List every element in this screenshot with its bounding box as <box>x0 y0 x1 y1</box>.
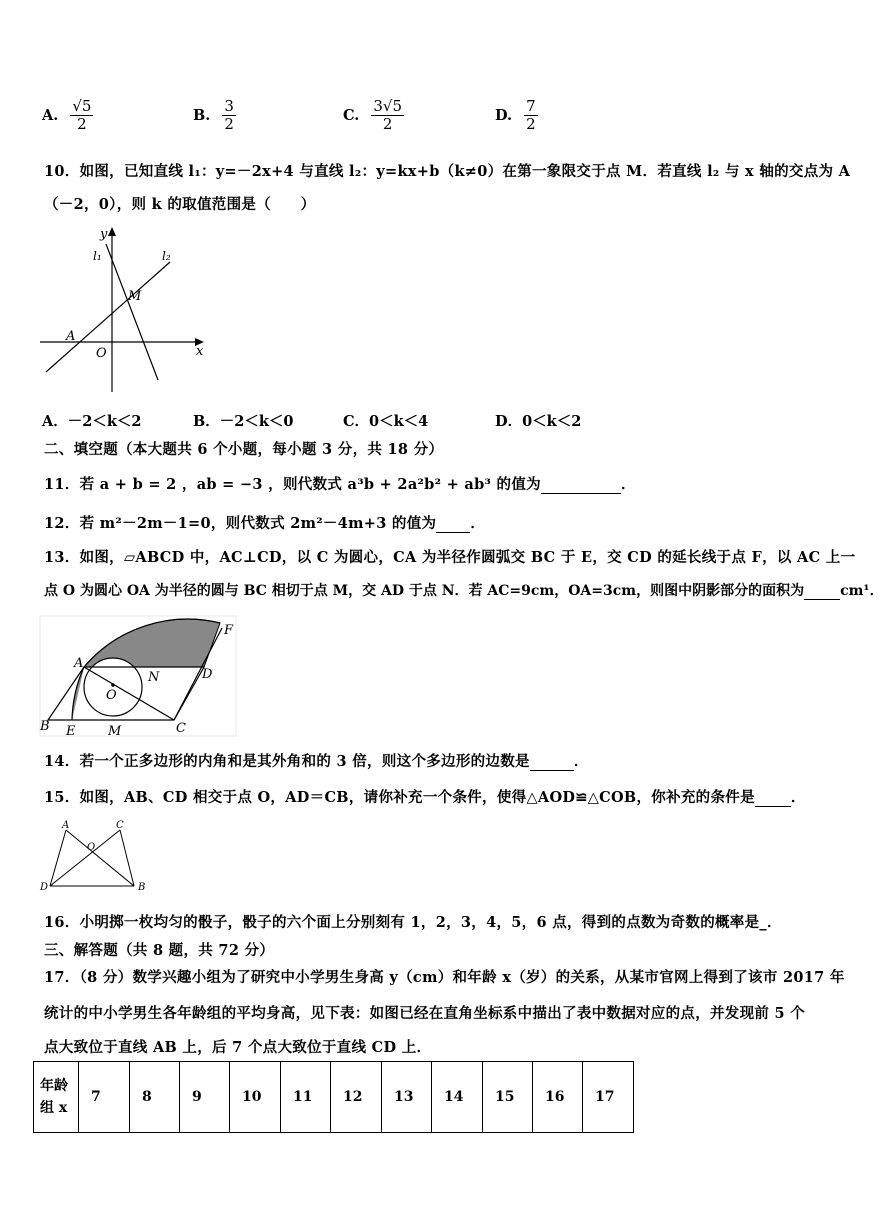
table-cell: 11 <box>281 1062 331 1133</box>
q15-text: 15．如图，AB、CD 相交于点 O，AD＝CB，请你补充一个条件，使得△AOD≌△COB，你补充的条件是 <box>44 789 755 806</box>
section2-heading: 二、填空题（本大题共 6 个小题，每小题 3 分，共 18 分） <box>44 441 444 458</box>
q9-option-c <box>343 98 404 134</box>
section3-heading: 三、解答题（共 8 题，共 72 分） <box>44 942 275 959</box>
table-cell: 15 <box>483 1062 533 1133</box>
numerator: 7 <box>526 97 536 115</box>
table-cell: 8 <box>130 1062 180 1133</box>
q10-option-c: C．0＜k＜4 <box>343 413 429 430</box>
q11-text: 11．若 a + b = 2 ，ab = −3 ，则代数式 a³b + 2a²b² + ab³ 的值为 <box>44 476 541 493</box>
q12-text: 12．若 m²－2m－1=0，则代数式 2m²－4m+3 的值为 <box>44 515 437 532</box>
denominator: 2 <box>382 115 393 134</box>
numerator: √5 <box>72 97 92 115</box>
l2-label: l₂ <box>162 249 171 263</box>
n-label: N <box>148 670 160 685</box>
q9-option-d <box>495 98 538 134</box>
b-label: B <box>138 882 146 893</box>
d-label: D <box>202 667 213 682</box>
q9-option-b <box>193 98 236 134</box>
table-cell: 13 <box>382 1062 432 1133</box>
d-label: D <box>40 882 49 893</box>
fraction <box>524 98 538 134</box>
fraction <box>222 98 236 134</box>
c-label: C <box>176 721 186 736</box>
q14 <box>44 750 589 771</box>
a-label: A <box>62 820 70 831</box>
table-row <box>34 1062 634 1133</box>
q10-option-a: A．－2＜k＜2 <box>42 413 142 430</box>
q13-line2 <box>44 580 884 600</box>
answer-blank <box>755 789 791 807</box>
q13-figure <box>36 614 242 740</box>
o-label: O <box>106 688 117 703</box>
q15-end: ． <box>790 789 806 806</box>
q12-end: ． <box>470 515 486 532</box>
option-letter: D. <box>495 107 513 125</box>
a-label: A <box>74 656 84 671</box>
o-label: O <box>87 842 96 853</box>
q17-line1: 17．（8 分）数学兴趣小组为了研究中小学男生身高 y（cm）和年龄 x（岁）的关系，从某市官网上得到了该市 2017 年 <box>44 969 845 986</box>
table-header-cell: 年龄组 x <box>34 1062 79 1133</box>
denominator: 2 <box>526 115 536 134</box>
l1-label: l₁ <box>93 249 102 263</box>
x-axis-label: x <box>196 344 204 359</box>
q10-option-b: B．－2＜k＜0 <box>193 413 294 430</box>
q13-line1: 13．如图，▱ABCD 中，AC⊥CD，以 C 为圆心，CA 为半径作圆弧交 BC 于 E，交 CD 的延长线于点 F，以 AC 上一 <box>44 549 856 566</box>
table-cell: 16 <box>533 1062 583 1133</box>
a-label: A <box>66 329 76 344</box>
q16: 16．小明掷一枚均匀的骰子，骰子的六个面上分别刻有 1，2，3，4，5，6 点，得到的点数为奇数的概率是_． <box>44 914 782 931</box>
answer-blank <box>541 476 621 494</box>
q12 <box>44 512 485 533</box>
numerator: 3√5 <box>373 97 402 115</box>
answer-blank <box>804 583 840 600</box>
fraction <box>371 98 404 134</box>
c-label: C <box>116 820 124 831</box>
f-label: F <box>224 623 234 638</box>
q11 <box>44 473 636 494</box>
o-label: O <box>96 346 107 361</box>
q14-text: 14．若一个正多边形的内角和是其外角和的 3 倍，则这个多边形的边数是 <box>44 753 530 770</box>
denominator: 2 <box>224 115 234 134</box>
table-cell: 17 <box>583 1062 634 1133</box>
q15 <box>44 786 806 807</box>
y-axis-label: y <box>100 227 108 242</box>
b-label: B <box>40 719 50 734</box>
table-cell: 9 <box>180 1062 230 1133</box>
q15-figure <box>36 818 144 894</box>
option-letter: C. <box>343 107 360 125</box>
e-label: E <box>66 724 76 739</box>
table-cell: 10 <box>230 1062 281 1133</box>
q17-line3: 点大致位于直线 AB 上，后 7 个点大致位于直线 CD 上． <box>44 1039 432 1056</box>
q17-line2: 统计的中小学男生各年龄组的平均身高，见下表：如图已经在直角坐标系中描出了表中数据对应的点，并发现前 5 个 <box>44 1005 806 1022</box>
q13-line2-text: 点 O 为圆心 OA 为半径的圆与 BC 相切于点 M，交 AD 于点 N．若 AC=9cm，OA=3cm，则图中阴影部分的面积为 <box>44 583 805 599</box>
denominator: 2 <box>77 115 87 134</box>
q10-line1: 10．如图，已知直线 l₁：y=－2x+4 与直线 l₂：y=kx+b（k≠0）在第一象限交于点 M．若直线 l₂ 与 x 轴的交点为 A <box>44 163 851 180</box>
table-cell: 12 <box>331 1062 382 1133</box>
table-cell: 14 <box>432 1062 483 1133</box>
m-label: M <box>128 289 142 304</box>
q14-end: ． <box>573 753 589 770</box>
numerator: 3 <box>224 97 234 115</box>
answer-blank <box>436 515 470 533</box>
option-letter: B. <box>193 107 211 125</box>
q11-end: ． <box>620 476 636 493</box>
fraction <box>70 98 93 134</box>
q10-line2: （－2，0），则 k 的取值范围是（ ） <box>44 196 316 213</box>
answer-blank <box>530 753 574 771</box>
m-label: M <box>108 724 122 739</box>
q10-figure <box>38 222 210 394</box>
option-letter: A. <box>42 107 59 125</box>
q13-line2-end: cm¹． <box>840 583 884 599</box>
q10-option-d: D．0＜k＜2 <box>495 413 582 430</box>
table-cell: 7 <box>79 1062 130 1133</box>
age-table <box>33 1061 634 1133</box>
q9-option-a <box>42 98 93 134</box>
